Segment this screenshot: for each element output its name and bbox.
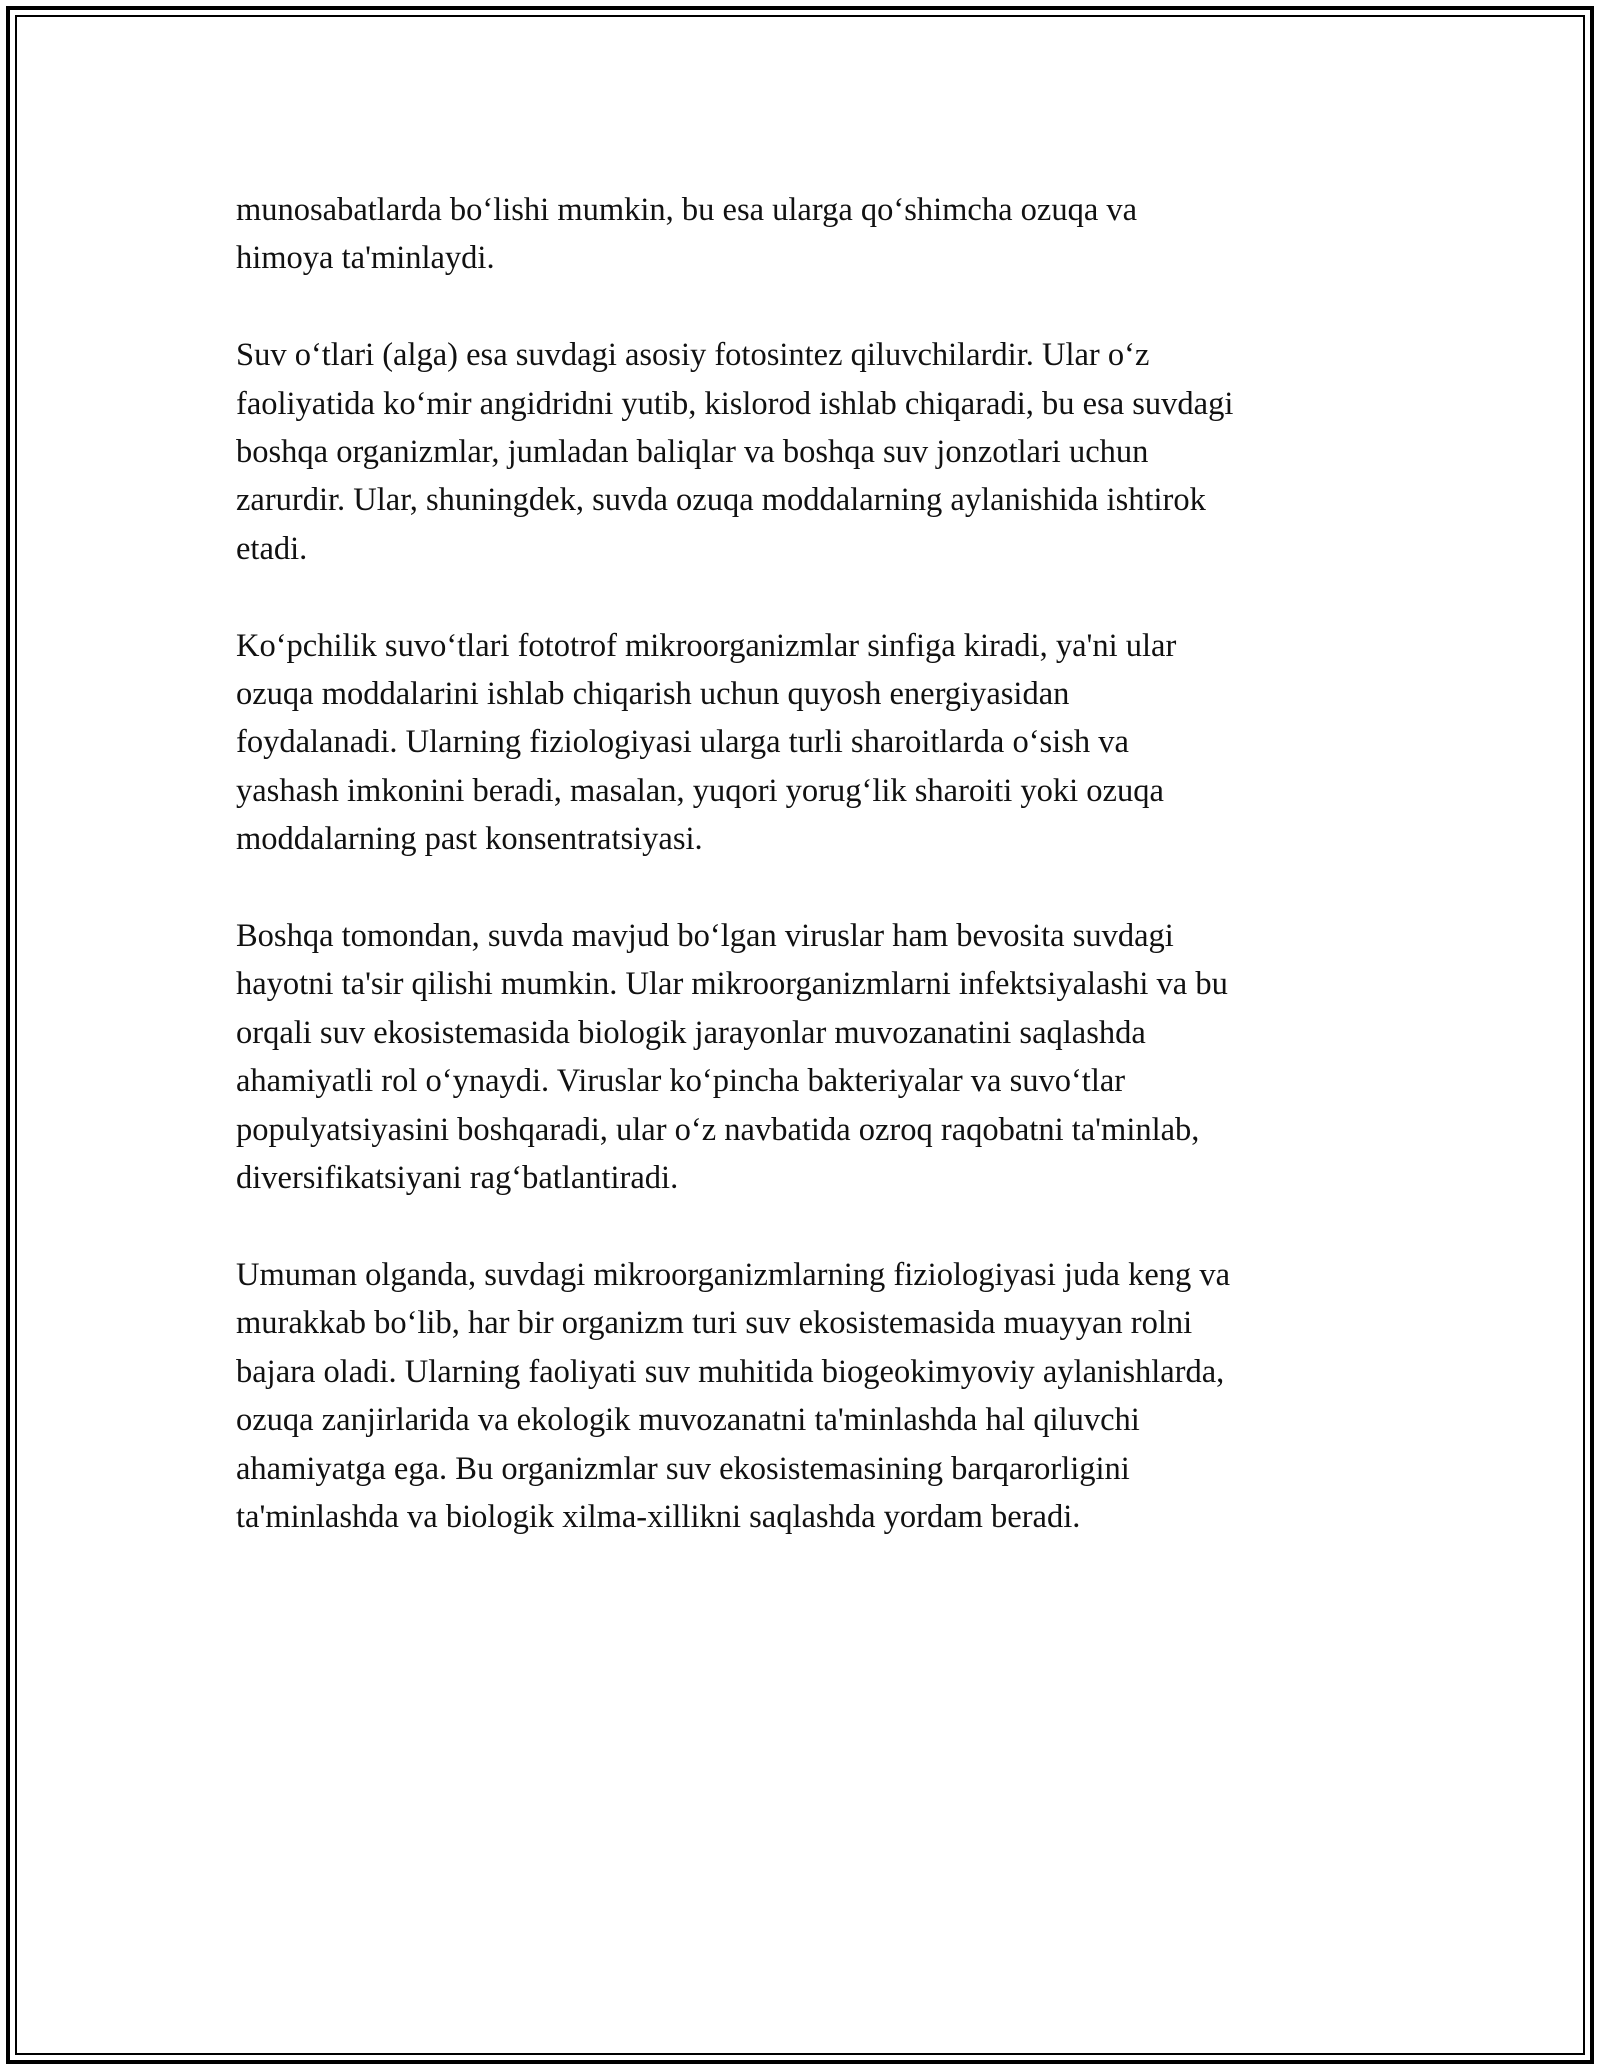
text-line: Boshqa tomondan, suvda mavjud bo‘lgan viruslar ham bevosita suvdagi [236, 918, 1174, 955]
text-line: yashash imkonini beradi, masalan, yuqori yorug‘lik sharoiti yoki ozuqa [236, 772, 1164, 809]
text-line: ahamiyatli rol o‘ynaydi. Viruslar ko‘pincha bakteriyalar va suvo‘tlar [236, 1063, 1126, 1100]
text-line: diversifikatsiyani rag‘batlantiradi. [236, 1160, 679, 1197]
text-line: hayotni ta'sir qilishi mumkin. Ular mikroorganizmlarni infektsiyalashi va bu [236, 966, 1228, 1003]
text-line: Ko‘pchilik suvo‘tlari fototrof mikroorganizmlar sinfiga kiradi, ya'ni ular [236, 627, 1177, 664]
paragraph-2 [236, 331, 1366, 573]
paragraph-4 [236, 912, 1366, 1202]
text-line: boshqa organizmlar, jumladan baliqlar va boshqa suv jonzotlari uchun [236, 434, 1149, 471]
text-line: foydalanadi. Ularning fiziologiyasi ularga turli sharoitlarda o‘sish va [236, 724, 1129, 761]
text-line: ta'minlashda va biologik xilma-xillikni saqlashda yordam beradi. [236, 1498, 1081, 1535]
text-line: moddalarning past konsentratsiyasi. [236, 821, 703, 858]
text-line: faoliyatida ko‘mir angidridni yutib, kislorod ishlab chiqaradi, bu esa suvdagi [236, 385, 1234, 422]
text-line: ahamiyatga ega. Bu organizmlar suv ekosistemasining barqarorligini [236, 1450, 1130, 1487]
paragraph-3 [236, 622, 1366, 864]
document-body [236, 186, 1366, 1590]
text-line: munosabatlarda bo‘lishi mumkin, bu esa ularga qo‘shimcha ozuqa va [236, 192, 1138, 228]
paragraph-1 [236, 186, 1366, 283]
text-line: orqali suv ekosistemasida biologik jarayonlar muvozanatini saqlashda [236, 1014, 1146, 1051]
text-line: ozuqa moddalarini ishlab chiqarish uchun quyosh energiyasidan [236, 676, 1070, 713]
text-line: etadi. [236, 530, 308, 567]
text-line: populyatsiyasini boshqaradi, ular o‘z navbatida ozroq raqobatni ta'minlab, [236, 1111, 1200, 1148]
paragraph-5 [236, 1251, 1366, 1541]
text-line: zarurdir. Ular, shuningdek, suvda ozuqa moddalarning aylanishida ishtirok [236, 482, 1206, 519]
text-line: Umuman olganda, suvdagi mikroorganizmlarning fiziologiyasi juda keng va [236, 1256, 1231, 1293]
text-line: himoya ta'minlaydi. [236, 240, 495, 277]
text-line: bajara oladi. Ularning faoliyati suv muhitida biogeokimyoviy aylanishlarda, [236, 1353, 1225, 1390]
text-line: Suv o‘tlari (alga) esa suvdagi asosiy fotosintez qiluvchilardir. Ular o‘z [236, 337, 1150, 374]
text-line: murakkab bo‘lib, har bir organizm turi suv ekosistemasida muayyan rolni [236, 1305, 1193, 1342]
text-line: ozuqa zanjirlarida va ekologik muvozanatni ta'minlashda hal qiluvchi [236, 1402, 1140, 1439]
